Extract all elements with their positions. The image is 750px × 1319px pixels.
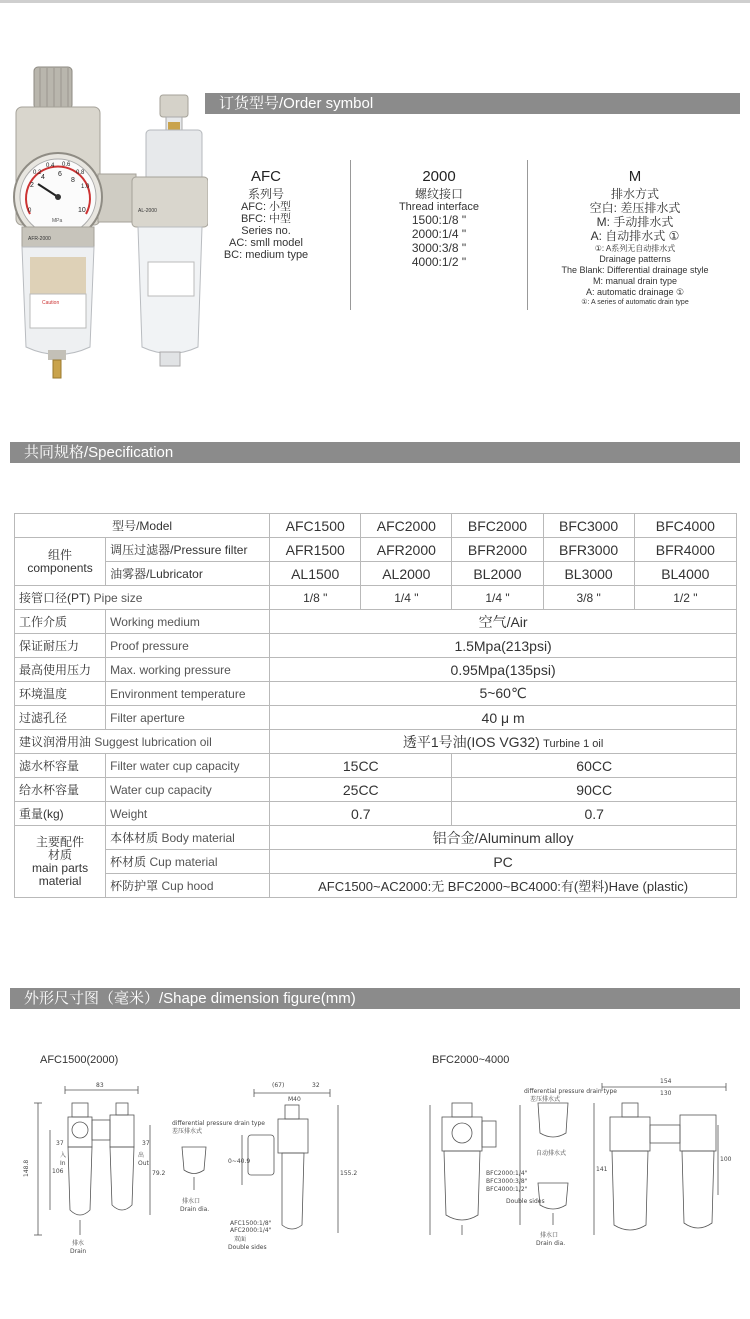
out-label-cn: 出 bbox=[138, 1152, 145, 1159]
drain-dia-label: Drain dia. bbox=[536, 1240, 566, 1247]
table-cell: 1/2 " bbox=[634, 586, 736, 610]
table-cell: 15CC bbox=[270, 754, 452, 778]
table-row bbox=[15, 562, 737, 586]
table-cell: BL2000 bbox=[452, 562, 543, 586]
table-cell: 0.95Mpa(135psi) bbox=[270, 658, 737, 682]
thread-line: Thread interface bbox=[398, 201, 480, 213]
table-cell: AFR1500 bbox=[270, 538, 361, 562]
drain-dia-cn: 排水口 bbox=[540, 1232, 559, 1239]
gauge-mark: 0.2 bbox=[33, 170, 42, 176]
row-label-cn: 保证耐压力 bbox=[15, 634, 106, 658]
series-label-cn: 系列号 bbox=[247, 187, 284, 201]
row-label-cn: 最高使用压力 bbox=[15, 658, 106, 682]
dim-label: 130 bbox=[660, 1090, 672, 1097]
table-cell: 60CC bbox=[452, 754, 737, 778]
dim-label: BFC4000:1/2" bbox=[486, 1186, 528, 1193]
table-row bbox=[15, 826, 737, 850]
table-row bbox=[15, 706, 737, 730]
series-line: BFC: 中型 bbox=[240, 213, 292, 225]
diff-label: differential pressure drain type bbox=[524, 1088, 617, 1095]
pipe-size-label: 接管口径(PT) Pipe size bbox=[15, 586, 270, 610]
drain-line: A: automatic drainage ① bbox=[585, 287, 685, 297]
drain-label-cn: 排水 bbox=[72, 1240, 85, 1247]
table-row bbox=[15, 514, 737, 538]
dim-label: 0~40.9 bbox=[228, 1158, 251, 1165]
gauge-mark: 4 bbox=[41, 174, 45, 181]
dim-label: (67) bbox=[272, 1082, 285, 1089]
order-thread bbox=[380, 168, 498, 269]
table-cell: 40 μ m bbox=[270, 706, 737, 730]
thread-line: 4000:1/2 " bbox=[411, 255, 467, 269]
drain-code: M bbox=[628, 168, 642, 185]
table-row bbox=[15, 778, 737, 802]
drain-line: The Blank: Differential drainage style bbox=[561, 265, 709, 275]
thread-label-cn: 螺纹接口 bbox=[414, 187, 463, 201]
table-row bbox=[15, 754, 737, 778]
gauge-unit: MPa bbox=[52, 218, 63, 224]
drain-line: ①: A系列无自动排水式 bbox=[594, 244, 676, 253]
gauge-mark: 2 bbox=[30, 182, 34, 189]
model-cell: BFC3000 bbox=[543, 514, 634, 538]
in-label: In bbox=[60, 1160, 66, 1167]
table-cell: 透平1号油(IOS VG32) Turbine 1 oil bbox=[270, 730, 737, 754]
thread-code: 2000 bbox=[422, 168, 456, 185]
caution-label: Caution bbox=[42, 300, 60, 306]
table-cell: BL4000 bbox=[634, 562, 736, 586]
diff-label: differential pressure drain type bbox=[172, 1120, 265, 1127]
row-label-cn: 工作介质 bbox=[15, 610, 106, 634]
order-drain bbox=[536, 168, 734, 308]
table-row bbox=[15, 658, 737, 682]
table-cell: 1/4 " bbox=[452, 586, 543, 610]
table-cell: 3/8 " bbox=[543, 586, 634, 610]
row-label-en: Environment temperature bbox=[106, 682, 270, 706]
dim-label: 100 bbox=[720, 1156, 732, 1163]
row-label-cn: 环境温度 bbox=[15, 682, 106, 706]
order-divider bbox=[527, 160, 528, 310]
row-label-en: Weight bbox=[106, 802, 270, 826]
table-row bbox=[15, 850, 737, 874]
dim-label: 106 bbox=[52, 1168, 64, 1175]
gauge-mark: 8 bbox=[71, 177, 75, 184]
table-cell: 25CC bbox=[270, 778, 452, 802]
gauge-mark: 0.6 bbox=[62, 162, 71, 168]
table-cell: BFR3000 bbox=[543, 538, 634, 562]
order-divider bbox=[350, 160, 351, 310]
row-label-en: Filter aperture bbox=[106, 706, 270, 730]
right-dimension-title: BFC2000~4000 bbox=[432, 1054, 510, 1066]
dim-label: 83 bbox=[96, 1082, 104, 1089]
row-label-cn: 给水杯容量 bbox=[15, 778, 106, 802]
model-cell: AFC1500 bbox=[270, 514, 361, 538]
gauge-mark: 0.8 bbox=[76, 170, 85, 176]
table-cell: PC bbox=[270, 850, 737, 874]
row-label-cn: 重量(kg) bbox=[15, 802, 106, 826]
drain-dia-cn: 排水口 bbox=[182, 1198, 201, 1205]
table-cell: 90CC bbox=[452, 778, 737, 802]
table-cell: 5~60℃ bbox=[270, 682, 737, 706]
lubricator-label: 油雾器/Lubricator bbox=[106, 562, 270, 586]
double-sides-label: Double sides bbox=[228, 1244, 267, 1251]
drain-line: M: manual drain type bbox=[592, 276, 678, 286]
double-sides-label: Double sides bbox=[506, 1198, 545, 1205]
in-label-cn: 入 bbox=[60, 1152, 67, 1159]
table-row bbox=[15, 634, 737, 658]
top-divider bbox=[0, 0, 750, 3]
row-label-en: Proof pressure bbox=[106, 634, 270, 658]
table-cell: AL1500 bbox=[270, 562, 361, 586]
series-line: Series no. bbox=[241, 225, 291, 237]
lubrication-oil-label: 建议润滑用油 Suggest lubrication oil bbox=[15, 730, 270, 754]
product-photo bbox=[8, 62, 208, 382]
dim-label: 32 bbox=[312, 1082, 320, 1089]
thread-line: 3000:3/8 " bbox=[411, 241, 467, 255]
dimension-banner: 外形尺寸图（毫米）/Shape dimension figure(mm) bbox=[10, 988, 740, 1009]
table-cell: AFR2000 bbox=[361, 538, 452, 562]
dim-label: 148.8 bbox=[23, 1159, 30, 1177]
body-material-label: 本体材质 Body material bbox=[106, 826, 270, 850]
left-dimension-drawing bbox=[20, 1075, 360, 1275]
model-cell: AFC2000 bbox=[361, 514, 452, 538]
dim-label: 37 bbox=[142, 1140, 150, 1147]
gauge-mark: 6 bbox=[58, 171, 62, 178]
filter-regulator-lubricator-illustration bbox=[8, 62, 208, 382]
pressure-filter-label: 调压过滤器/Pressure filter bbox=[106, 538, 270, 562]
gauge-mark: 10 bbox=[78, 207, 86, 214]
auto-drain-label: 自动排水式 bbox=[536, 1150, 567, 1157]
table-cell: BL3000 bbox=[543, 562, 634, 586]
diff-label-cn: 差压排水式 bbox=[172, 1128, 203, 1135]
table-cell: 1/8 " bbox=[270, 586, 361, 610]
table-row bbox=[15, 610, 737, 634]
drain-label-cn: 排水方式 bbox=[610, 187, 659, 201]
table-cell: BFR2000 bbox=[452, 538, 543, 562]
drain-dia-label: Drain dia. bbox=[180, 1206, 210, 1213]
table-row bbox=[15, 802, 737, 826]
table-cell: 0.7 bbox=[270, 802, 452, 826]
row-label-cn: 过滤孔径 bbox=[15, 706, 106, 730]
gauge-mark: 0.4 bbox=[46, 163, 55, 169]
drain-line: M: 手动排水式 bbox=[596, 215, 674, 229]
table-cell: 铝合金/Aluminum alloy bbox=[270, 826, 737, 850]
series-line: AFC: 小型 bbox=[240, 201, 292, 213]
gauge-mark: 0 bbox=[28, 208, 32, 214]
diff-label-cn: 差压排水式 bbox=[530, 1096, 561, 1103]
table-row bbox=[15, 538, 737, 562]
order-symbol-banner: 订货型号/Order symbol bbox=[205, 93, 740, 114]
dim-label: 154 bbox=[660, 1078, 672, 1085]
table-cell: AL2000 bbox=[361, 562, 452, 586]
table-cell: 1.5Mpa(213psi) bbox=[270, 634, 737, 658]
table-row bbox=[15, 874, 737, 898]
table-cell: 1/4 " bbox=[361, 586, 452, 610]
cup-hood-label: 杯防护罩 Cup hood bbox=[106, 874, 270, 898]
drain-label: Drain bbox=[70, 1248, 87, 1255]
thread-line: 2000:1/4 " bbox=[411, 227, 467, 241]
drain-line: A: 自动排水式 ① bbox=[590, 229, 680, 243]
model-header: 型号/Model bbox=[15, 514, 270, 538]
table-row bbox=[15, 586, 737, 610]
double-sides-cn: 双面 bbox=[234, 1236, 247, 1243]
dim-label: 141 bbox=[596, 1166, 608, 1173]
dim-label: BFC3000:3/8" bbox=[486, 1178, 528, 1185]
out-label: Out bbox=[138, 1160, 149, 1167]
drain-line: Drainage patterns bbox=[599, 254, 671, 264]
series-code: AFC bbox=[251, 168, 281, 185]
dim-label: 155.2 bbox=[340, 1170, 358, 1177]
series-line: BC: medium type bbox=[223, 249, 309, 261]
order-series bbox=[222, 168, 310, 261]
drain-line: 空白: 差压排水式 bbox=[589, 201, 681, 215]
dim-label: AFC2000:1/4" bbox=[230, 1227, 272, 1234]
row-label-cn: 滤水杯容量 bbox=[15, 754, 106, 778]
dim-label: 37 bbox=[56, 1140, 64, 1147]
row-label-en: Filter water cup capacity bbox=[106, 754, 270, 778]
dim-label: 79.2 bbox=[152, 1170, 166, 1177]
table-cell: BFR4000 bbox=[634, 538, 736, 562]
cup-material-label: 杯材质 Cup material bbox=[106, 850, 270, 874]
row-label-en: Working medium bbox=[106, 610, 270, 634]
table-cell: AFC1500~AC2000:无 BFC2000~BC4000:有(塑料)Have (plastic) bbox=[270, 874, 737, 898]
drain-line: ①: A series of automatic drain type bbox=[581, 299, 689, 306]
dim-label: BFC2000:1/4" bbox=[486, 1170, 528, 1177]
gauge-mark: 1.0 bbox=[81, 184, 90, 190]
row-label-en: Water cup capacity bbox=[106, 778, 270, 802]
model-cell: BFC2000 bbox=[452, 514, 543, 538]
table-row bbox=[15, 730, 737, 754]
table-cell: 空气/Air bbox=[270, 610, 737, 634]
specification-table bbox=[14, 513, 737, 898]
components-label: 组件 components bbox=[15, 538, 106, 586]
row-label-en: Max. working pressure bbox=[106, 658, 270, 682]
dim-label: AFC1500:1/8" bbox=[230, 1220, 272, 1227]
model-cell: BFC4000 bbox=[634, 514, 736, 538]
specification-banner: 共同规格/Specification bbox=[10, 442, 740, 463]
table-cell: 0.7 bbox=[452, 802, 737, 826]
model-label: AL-2000 bbox=[138, 208, 157, 214]
series-line: AC: smll model bbox=[229, 237, 303, 249]
right-dimension-drawing bbox=[420, 1075, 740, 1275]
main-parts-label: 主要配件 材质 main parts material bbox=[15, 826, 106, 898]
dim-label: M40 bbox=[288, 1096, 301, 1103]
table-row bbox=[15, 682, 737, 706]
left-dimension-title: AFC1500(2000) bbox=[40, 1054, 119, 1066]
model-label: AFR-2000 bbox=[28, 236, 51, 242]
thread-line: 1500:1/8 " bbox=[411, 213, 467, 227]
